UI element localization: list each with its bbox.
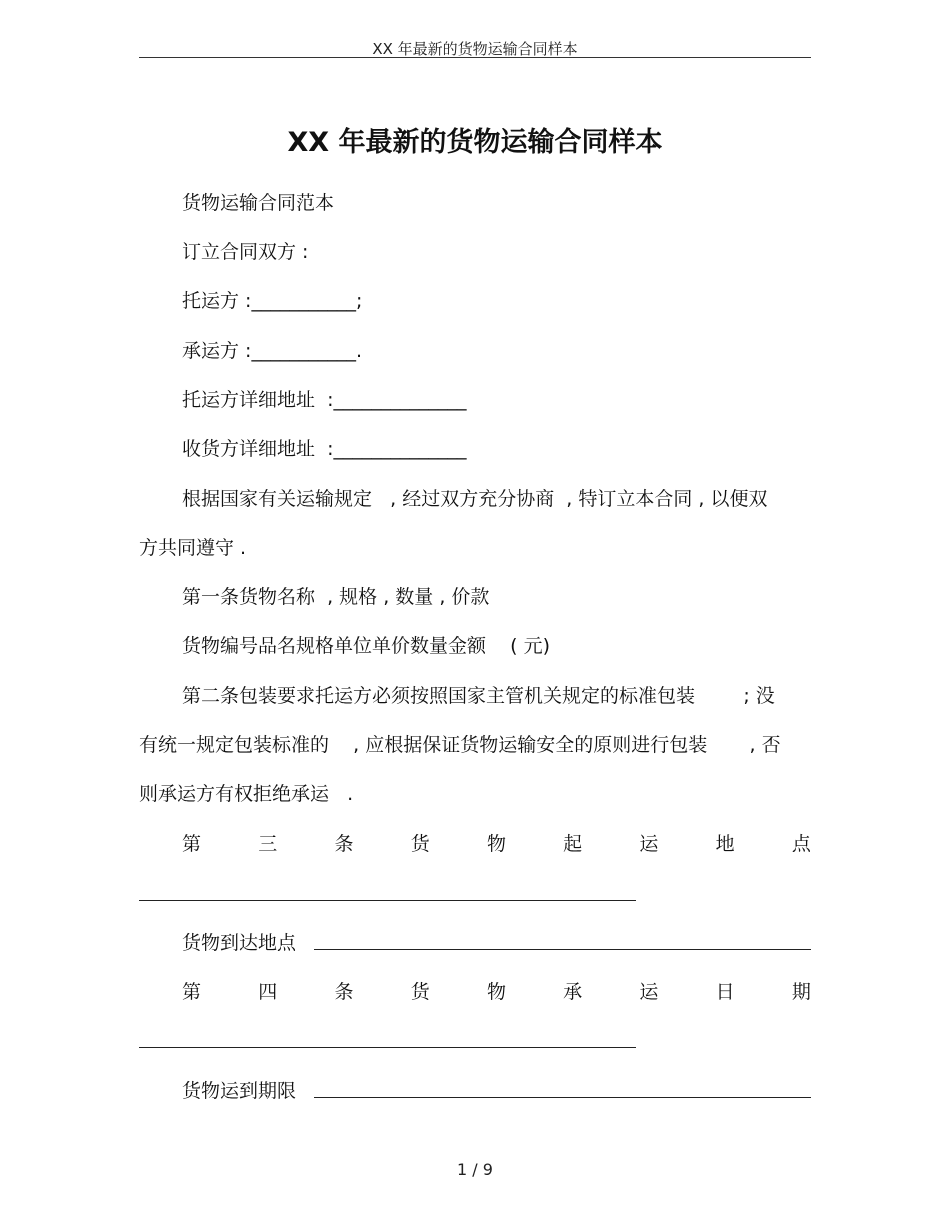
page-number: 1 / 9: [457, 1160, 493, 1179]
article-4-char: 期: [791, 981, 811, 1003]
preamble-line-1: 根据国家有关运输规定 , 经过双方充分协商 , 特订立本合同 , 以便双: [182, 488, 768, 510]
deadline-label: 货物运到期限: [182, 1080, 297, 1102]
article-3-char: 点: [791, 833, 811, 855]
parties-label: 订立合同双方 :: [182, 241, 309, 263]
contract-heading: 货物运输合同范本: [182, 192, 335, 214]
consignee-address-line: 收货方详细地址 :______________: [182, 438, 467, 460]
arrival-label: 货物到达地点: [182, 932, 297, 954]
header-rule: [139, 57, 811, 58]
article-3-char: 起: [563, 833, 583, 855]
article-4-char: 承: [563, 981, 583, 1003]
goods-table-header-line: 货物编号品名规格单位单价数量金额 ( 元): [182, 635, 551, 657]
article-4-char: 日: [715, 981, 735, 1003]
preamble-line-2: 方共同遵守 .: [139, 537, 247, 559]
article-1-line: 第一条货物名称 , 规格 , 数量 , 价款: [182, 586, 490, 608]
shipper-address-line: 托运方详细地址 :______________: [182, 389, 467, 411]
running-header: XX 年最新的货物运输合同样本: [372, 40, 578, 58]
article-3-char: 条: [334, 833, 354, 855]
article-3-char: 物: [486, 833, 506, 855]
article-2-line-1: 第二条包装要求托运方必须按照国家主管机关规定的标准包装 ; 没: [182, 685, 775, 707]
carrier-line: 承运方 :___________.: [182, 340, 362, 362]
article-3-char: 货: [410, 833, 430, 855]
article-2-line-3: 则承运方有权拒绝承运 .: [139, 783, 354, 805]
deadline-blank: [314, 1097, 811, 1098]
article-4-line: [182, 977, 811, 1004]
article-3-char: 第: [182, 833, 202, 855]
document-title: XX 年最新的货物运输合同样本: [287, 127, 663, 158]
arrival-blank: [314, 949, 811, 950]
article-3-char: 三: [258, 833, 278, 855]
article-3-char: 运: [639, 833, 659, 855]
article-2-line-2: 有统一规定包装标准的 , 应根据保证货物运输安全的原则进行包装 , 否: [139, 734, 781, 756]
article-4-char: 物: [486, 981, 506, 1003]
article-3-char: 地: [715, 833, 735, 855]
article-4-char: 第: [182, 981, 202, 1003]
article-4-char: 运: [639, 981, 659, 1003]
article-3-line: [182, 829, 811, 856]
article-4-char: 货: [410, 981, 430, 1003]
shipper-line: 托运方 :___________;: [182, 290, 363, 312]
origin-blank: [139, 900, 636, 901]
date-blank: [139, 1047, 636, 1048]
article-4-char: 四: [258, 981, 278, 1003]
article-4-char: 条: [334, 981, 354, 1003]
